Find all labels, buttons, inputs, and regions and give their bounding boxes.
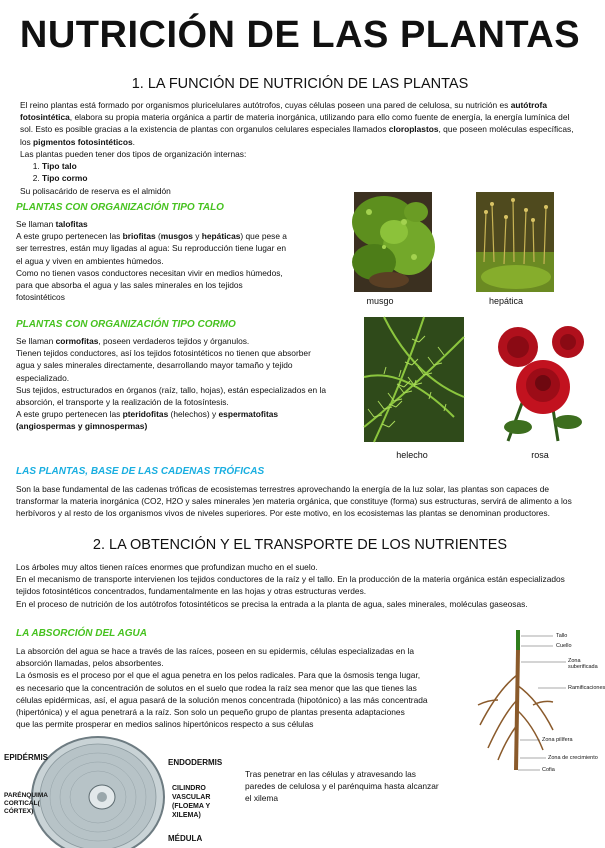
root-cross-section [30,735,166,848]
section1-heading: 1. LA FUNCIÓN DE NUTRICIÓN DE LAS PLANTAS [131,76,469,92]
agua-text: La absorción del agua se hace a través de las raíces, poseen en su epidermis, células especializadas en la absorción llamadas, pelos absorbentes. La ósmosis es el proceso por el que el agua penetra en los pelos radicales. Para que la ósmosis tenga lugar, es necesario que la concentración de solutos en el suelo que rodea la raíz sea menor que las que tienes las células epidérmicas, así, el agua pasará de la solución menos concentrada (hipotónico) a las más concentrada (hipertónica) y el agua penetrará a la raíz. Son solo un pequeño grupo de plantas presenta adaptaciones que las permite prosperar en medios salinos hipertónicos respecto a sus células [16,646,428,730]
xs-label-cilindro: CILINDRO VASCULAR (FLOEMA Y XILEMA) [172,785,211,819]
talo-text: Se llaman talofitas A este grupo pertenecen las briofitas (musgos y hepáticas) que pese a ser terrestres, están muy ligadas al agua: Su reproducción tiene lugar en el agua y viven en ambientes húmedos. Como no tienen vasos conductores necesitan vivir en medios húmedos, para que absorba el agua y las sales minerales en los tejidos fotosintéticos [16,219,287,303]
caption-rosa: rosa [531,450,549,460]
cadenas-text: Son la base fundamental de las cadenas tróficas de ecosistemas terrestres aprovechando la energía de la luz solar, las plantas son capaces de transformar la materia inorgánica (CO2, H2O y sales minerales )en materia orgánica, que constituye (forma) sus estructuras, servirá de alimento a los herbívoros y al resto de los organismos vivos de niveles superiores. Por este motivo, en los ecosistemas las plantas se denominan productores. [16,484,572,519]
cadenas-heading: LAS PLANTAS, BASE DE LAS CADENAS TRÓFICAS [16,466,265,477]
root-label-cuello: Cuello [556,643,572,649]
liverwort-image [476,192,554,292]
xs-label-parenquima: PARÉNQUIMA CORTICAL( CÓRTEX) [4,792,48,815]
agua-heading: LA ABSORCIÓN DEL AGUA [16,628,147,639]
caption-hepatica: hepática [488,296,524,306]
xs-label-endodermis: ENDODERMIS [168,758,223,767]
caption-helecho: helecho [396,450,428,460]
root-label-cofia: Cofia [542,767,555,773]
fern-image [364,317,464,442]
section2-heading: 2. LA OBTENCIÓN Y EL TRANSPORTE DE LOS NUTRIENTES [92,537,508,553]
section2-text: Los árboles muy altos tienen raíces enormes que profundizan mucho en el suelo. En el mecanismo de transporte intervienen los tejidos conductores de la raíz y el tallo. En la producción de la materia orgánica están especializados tejidos fotosintéticos concentrados, fundamentalmente en las hojas y otras estructuras verdes. En el proceso de nutrición de los autótrofos fotosintéticos se precisa la entrada a la planta de agua, sales minerales, moléculas gaseosas. [16,562,565,609]
caption-musgo: musgo [366,296,394,306]
root-label-pilifera: Zona pilífera [542,737,573,743]
xs-label-medula: MÉDULA [168,834,203,843]
section1-intro: El reino plantas está formado por organismos pluricelulares autótrofos, cuyas células poseen una pared de celulosa, su nutrición es autótrofa fotosintética, elabora su propia materia orgánica a partir de materia inorgánica, utilizando para ello como fuente de energía, la energía lumínica del sol. Esto es posible gracias a la existencia de plantas con organulos celulares especiales llamados cloroplastos, que poseen moléculas específicas, los pigmentos fotosintéticos. [20,100,574,147]
root-label-crecimiento: Zona de crecimiento [548,755,598,761]
root-label-ramificaciones: Ramificaciones [568,685,605,691]
page-title: NUTRICIÓN DE LAS PLANTAS [19,14,581,56]
rose-image [488,317,590,441]
moss-image [354,192,432,292]
root-label-tallo: Tallo [556,633,568,639]
cormo-text: Se llaman cormofitas, poseen verdaderos tejidos y órganulos. Tienen tejidos conductores, así los tejidos fotosintéticos no tienen que absorber agua y sales minerales directamente, desarrollando mayor tamaño y tejido especializado. Sus tejidos, estructurados en órganos (raíz, tallo, hojas), están especializados en la absorción, el transporte y la realización de la fotosíntesis. A este grupo pertenecen las pteridofitas (helechos) y espermatofitas (angiospermas y gimnospermas) [16,336,327,432]
root-label-suberificada: Zona suberificada [568,658,598,670]
xs-label-epidermis: EPIDÉRMIS [4,753,49,762]
section1-types: Las plantas pueden tener dos tipos de organización internas: 1. Tipo talo 2. Tipo cormo Su polisacárido de reserva es el almidón [20,148,580,197]
agua-after-text: Tras penetrar en las células y atravesando las paredes de celulosa y el parénquima hasta alcanzar el xilema [245,769,439,804]
cormo-heading: PLANTAS CON ORGANIZACIÓN TIPO CORMO [16,319,236,330]
talo-heading: PLANTAS CON ORGANIZACIÓN TIPO TALO [16,202,224,213]
